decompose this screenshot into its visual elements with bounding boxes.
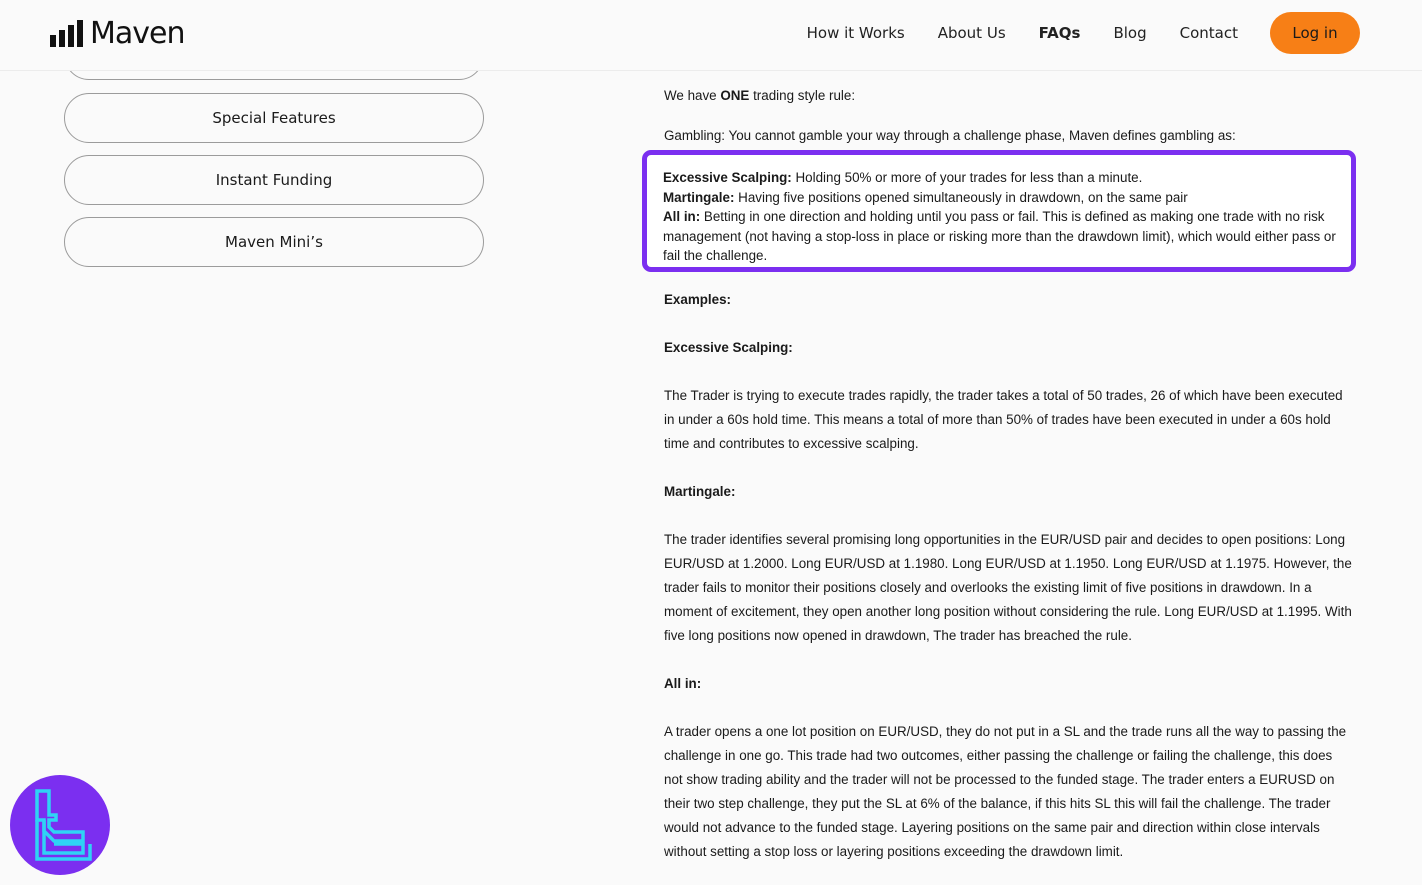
intro-line	[664, 86, 1354, 106]
martingale-label: Martingale:	[663, 189, 735, 205]
maven-logo[interactable]	[50, 18, 185, 50]
sidebar-item-special-features[interactable]: Special Features	[64, 93, 484, 143]
brand-badge-icon	[10, 775, 110, 875]
intro-suffix: trading style rule:	[749, 88, 856, 103]
brand-badge[interactable]	[10, 775, 110, 875]
definition-scalping	[663, 168, 1343, 188]
allin-heading: All in:	[664, 676, 702, 691]
allin-example: A trader opens a one lot position on EUR/USD, they do not put in a SL and the trade runs all the way to passing the challenge in one go. This trade had two outcomes, either passing the challenge or failing the challenge, this does not show trading ability and the trader will not be processed to the funded stage. The trader enters a EURUSD on their two step challenge, they put the SL at 6% of the balance, if this hits SL this will fail the challenge. The trader would not advance to the funded stage. Layering positions on the same pair and direction within close intervals without setting a stop loss or layering positions exceeding the drawdown limit.	[664, 724, 1347, 859]
definition-martingale	[663, 188, 1343, 208]
scalping-label: Excessive Scalping:	[663, 170, 792, 185]
nav-faqs[interactable]: FAQs	[1038, 24, 1081, 42]
gambling-line: Gambling: You cannot gamble your way through a challenge phase, Maven defines gambling as:	[664, 128, 1236, 143]
scalping-heading: Excessive Scalping:	[664, 340, 793, 355]
nav-contact[interactable]: Contact	[1179, 24, 1238, 42]
allin-text: Betting in one direction and holding until you pass or fail. This is defined as making one trade with no risk management (not having a stop-loss in place or risking more than the drawdown limit), which would either pass or fail the challenge.	[663, 209, 1336, 263]
nav-how-it-works[interactable]: How it Works	[806, 24, 905, 42]
logo-text: Maven	[90, 16, 185, 51]
gambling-definition-box	[642, 150, 1356, 272]
bar-chart-logo-icon	[50, 20, 83, 48]
gambling-definitions	[663, 168, 1343, 266]
scalping-example: The Trader is trying to execute trades rapidly, the trader takes a total of 50 trades, 26 of which have been executed in under a 60s hold time. This means a total of more than 50% of trades have been executed in under a 60s hold time and contributes to excessive scalping.	[664, 388, 1343, 451]
allin-label: All in:	[663, 209, 701, 224]
intro-prefix: We have	[664, 88, 721, 103]
scalping-text: Holding 50% or more of your trades for less than a minute.	[791, 170, 1143, 185]
site-header	[0, 0, 1422, 71]
nav-blog[interactable]: Blog	[1113, 24, 1147, 42]
martingale-text: Having five positions opened simultaneously in drawdown, on the same pair	[734, 189, 1188, 205]
login-button[interactable]: Log in	[1270, 12, 1360, 54]
main-nav	[807, 12, 1360, 54]
definition-allin	[663, 207, 1343, 266]
intro-bold: ONE	[720, 88, 750, 103]
nav-about-us[interactable]: About Us	[937, 24, 1006, 42]
examples-heading: Examples:	[664, 292, 731, 307]
sidebar-item-maven-minis[interactable]: Maven Mini’s	[64, 217, 484, 267]
sidebar-item-instant-funding[interactable]: Instant Funding	[64, 155, 484, 205]
martingale-heading: Martingale:	[664, 484, 736, 499]
martingale-example: The trader identifies several promising long opportunities in the EUR/USD pair and decides to open positions: Long EUR/USD at 1.2000. Long EUR/USD at 1.1980. Long EUR/USD at 1.1950. Long EUR/USD at 1.1975. However, the trader fails to monitor their positions closely and overlooks the existing limit of five positions in drawdown. In a moment of excitement, they open another long position without considering the rule. Long EUR/USD at 1.1995. With five long positions now opened in drawdown, The trader has breached the rule.	[664, 532, 1352, 643]
